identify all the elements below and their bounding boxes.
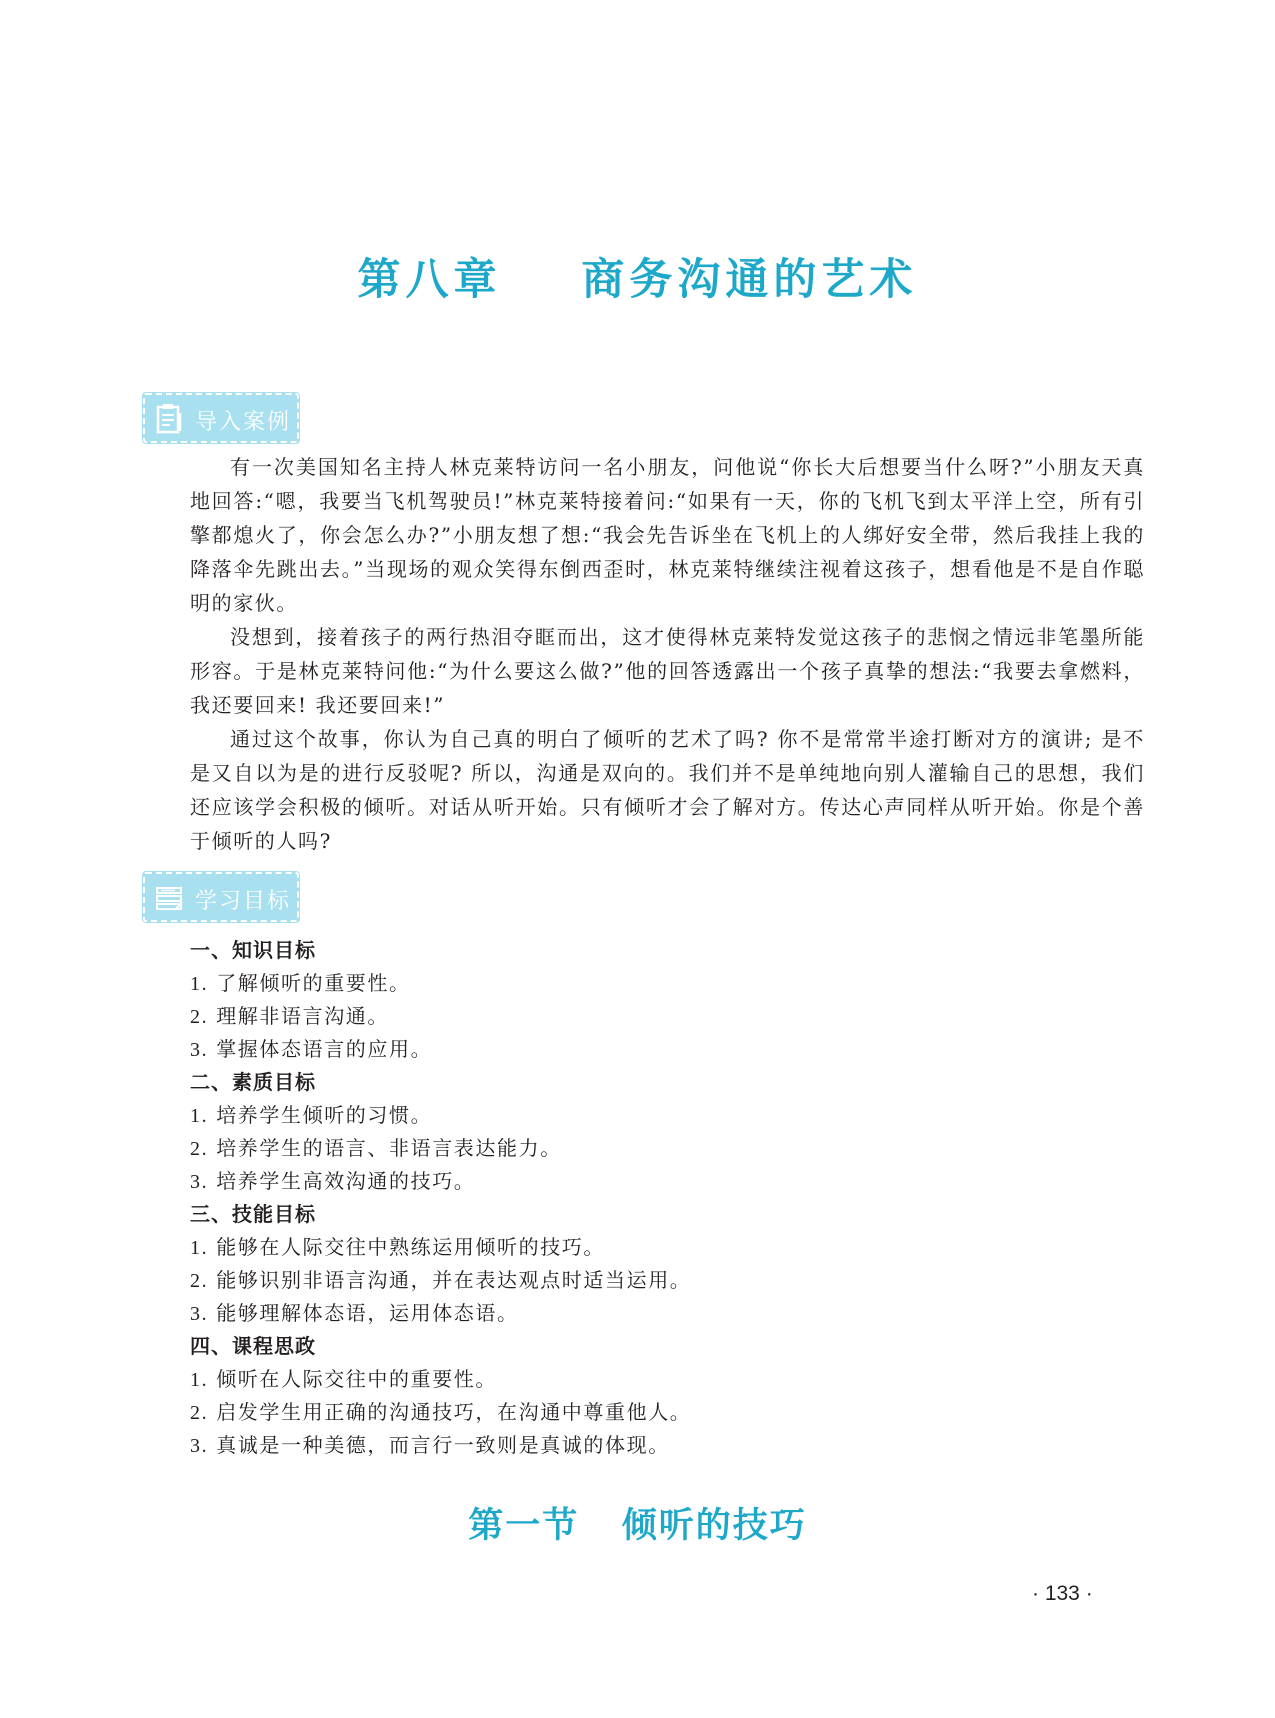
case-paragraph: 通过这个故事，你认为自己真的明白了倾听的艺术了吗? 你不是常常半途打断对方的演讲; 是不是又自以为是的进行反驳呢? 所以，沟通是双向的。我们并不是单纯地向别人灌输自己的思想，我们还应该学会积极的倾听。对话从听开始。只有倾听才会了解对方。传达心声同样从听开始。你是个善于倾听的人吗? [190,727,1145,853]
goal-item: 2. 能够识别非语言沟通，并在表达观点时适当运用。 [190,1268,692,1292]
goal-item: 2. 启发学生用正确的沟通技巧，在沟通中尊重他人。 [190,1400,692,1424]
case-paragraph: 没想到，接着孩子的两行热泪夺眶而出，这才使得林克莱特发觉这孩子的悲悯之情远非笔墨所能形容。于是林克莱特问他:“为什么要这么做?”他的回答透露出一个孩子真挚的想法:“我要去拿燃料，我还要回来! 我还要回来!” [190,625,1145,717]
goal-item: 1. 倾听在人际交往中的重要性。 [190,1367,498,1391]
learning-goals-label: 学习目标 [195,889,292,914]
learning-goals-list [190,934,1140,1462]
case-paragraph: 有一次美国知名主持人林克莱特访问一名小朋友，问他说“你长大后想要当什么呀?”小朋友天真地回答:“嗯，我要当飞机驾驶员!”林克莱特接着问:“如果有一天，你的飞机飞到太平洋上空，所有引擎都熄火了，你会怎么办?”小朋友想了想:“我会先告诉坐在飞机上的人绑好安全带，然后我挂上我的降落伞先跳出去。”当现场的观众笑得东倒西歪时，林克莱特继续注视着这孩子，想看他是不是自作聪明的家伙。 [190,455,1145,615]
goal-heading: 三、技能目标 [190,1202,316,1226]
goal-item: 3. 能够理解体态语，运用体态语。 [190,1301,519,1325]
goal-item: 1. 培养学生倾听的习惯。 [190,1103,433,1127]
goal-heading: 一、知识目标 [190,938,316,962]
intro-case-text [190,450,1145,858]
goal-item: 3. 掌握体态语言的应用。 [190,1037,433,1061]
clipboard-icon [155,403,185,435]
goal-heading: 四、课程思政 [190,1334,316,1358]
goal-item: 3. 培养学生高效沟通的技巧。 [190,1169,476,1193]
chapter-title: 第八章 商务沟通的艺术 [357,255,918,305]
intro-case-label: 导入案例 [195,410,292,435]
goal-item: 2. 理解非语言沟通。 [190,1004,390,1028]
learning-goals-badge [143,872,299,922]
book-stack-icon [155,882,185,914]
goal-item: 1. 了解倾听的重要性。 [190,971,411,995]
section-title: 第一节 倾听的技巧 [468,1506,807,1546]
goal-item: 3. 真诚是一种美德，而言行一致则是真诚的体现。 [190,1433,670,1457]
page-number: · 133 · [1032,1582,1093,1605]
goal-item: 1. 能够在人际交往中熟练运用倾听的技巧。 [190,1235,606,1259]
goal-item: 2. 培养学生的语言、非语言表达能力。 [190,1136,562,1160]
goal-heading: 二、素质目标 [190,1070,316,1094]
intro-case-badge [143,393,299,443]
